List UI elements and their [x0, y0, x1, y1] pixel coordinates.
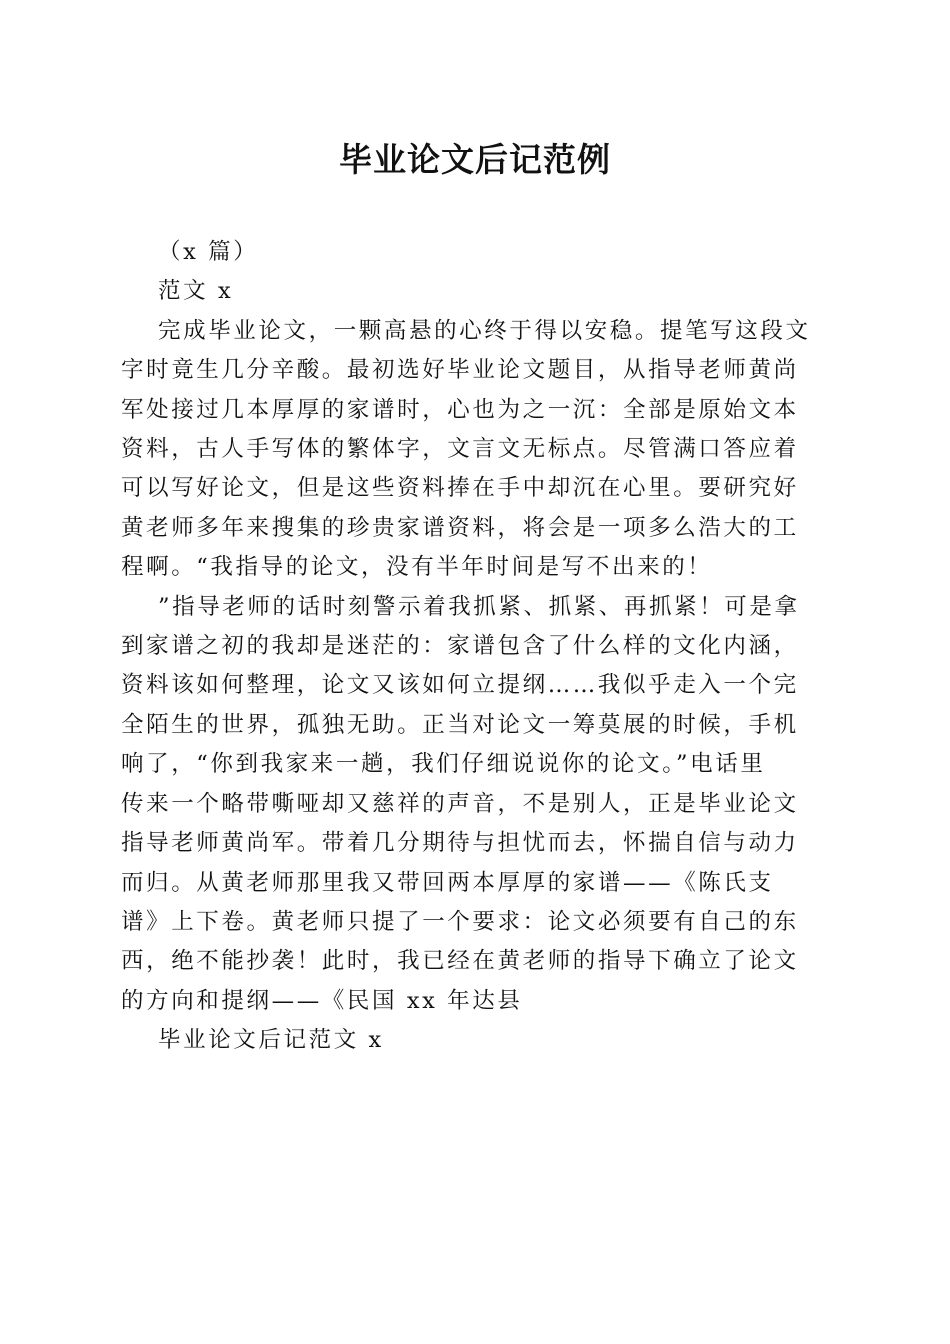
- document-title: 毕业论文后记范例: [339, 140, 611, 179]
- paragraph-line: 的方向和提纲——《民国 xx 年达县: [121, 987, 523, 1014]
- paragraph-line: 资料，古人手写体的繁体字，文言文无标点。尽管满口答应着: [121, 436, 799, 463]
- paragraph-line: 程啊。“我指导的论文，没有半年时间是写不出来的！: [121, 554, 713, 581]
- paragraph-line: 可以写好论文，但是这些资料捧在手中却沉在心里。要研究好: [121, 475, 799, 502]
- paragraph-line: 全陌生的世界，孤独无助。正当对论文一筹莫展的时候，手机: [121, 711, 799, 738]
- paragraph-line: 西，绝不能抄袭！此时，我已经在黄老师的指导下确立了论文: [121, 948, 799, 975]
- paragraph-line: 响了，“你到我家来一趟，我们仔细说说你的论文。”电话里: [121, 751, 766, 778]
- closing-label: 毕业论文后记范文 x: [158, 1027, 384, 1054]
- paragraph-line: 军处接过几本厚厚的家谱时，心也为之一沉：全部是原始文本: [121, 396, 799, 423]
- paragraph-line: 完成毕业论文，一颗高悬的心终于得以安稳。提笔写这段文: [158, 317, 811, 344]
- section-label: 范文 x: [158, 278, 234, 305]
- paragraph-line: 到家谱之初的我却是迷茫的：家谱包含了什么样的文化内涵，: [121, 633, 799, 660]
- paragraph-line: 资料该如何整理，论文又该如何立提纲……我似乎走入一个完: [121, 672, 799, 699]
- paragraph-line: 而归。从黄老师那里我又带回两本厚厚的家谱——《陈氏支: [121, 869, 774, 896]
- paragraph-line: 指导老师黄尚军。带着几分期待与担忧而去，怀揣自信与动力: [121, 830, 799, 857]
- paragraph-1: [121, 312, 821, 588]
- count-note: （x 篇）: [158, 239, 259, 265]
- document-body: [121, 233, 821, 1061]
- paragraph-line: 字时竟生几分辛酸。最初选好毕业论文题目，从指导老师黄尚: [121, 357, 799, 384]
- paragraph-line: 传来一个略带嘶哑却又慈祥的声音，不是别人，正是毕业论文: [121, 790, 799, 817]
- paragraph-line: 黄老师多年来搜集的珍贵家谱资料，将会是一项多么浩大的工: [121, 514, 799, 541]
- paragraph-2: [121, 588, 821, 1021]
- paragraph-line: 谱》上下卷。黄老师只提了一个要求：论文必须要有自己的东: [121, 908, 799, 935]
- paragraph-line: ”指导老师的话时刻警示着我抓紧、抓紧、再抓紧！可是拿: [158, 593, 800, 620]
